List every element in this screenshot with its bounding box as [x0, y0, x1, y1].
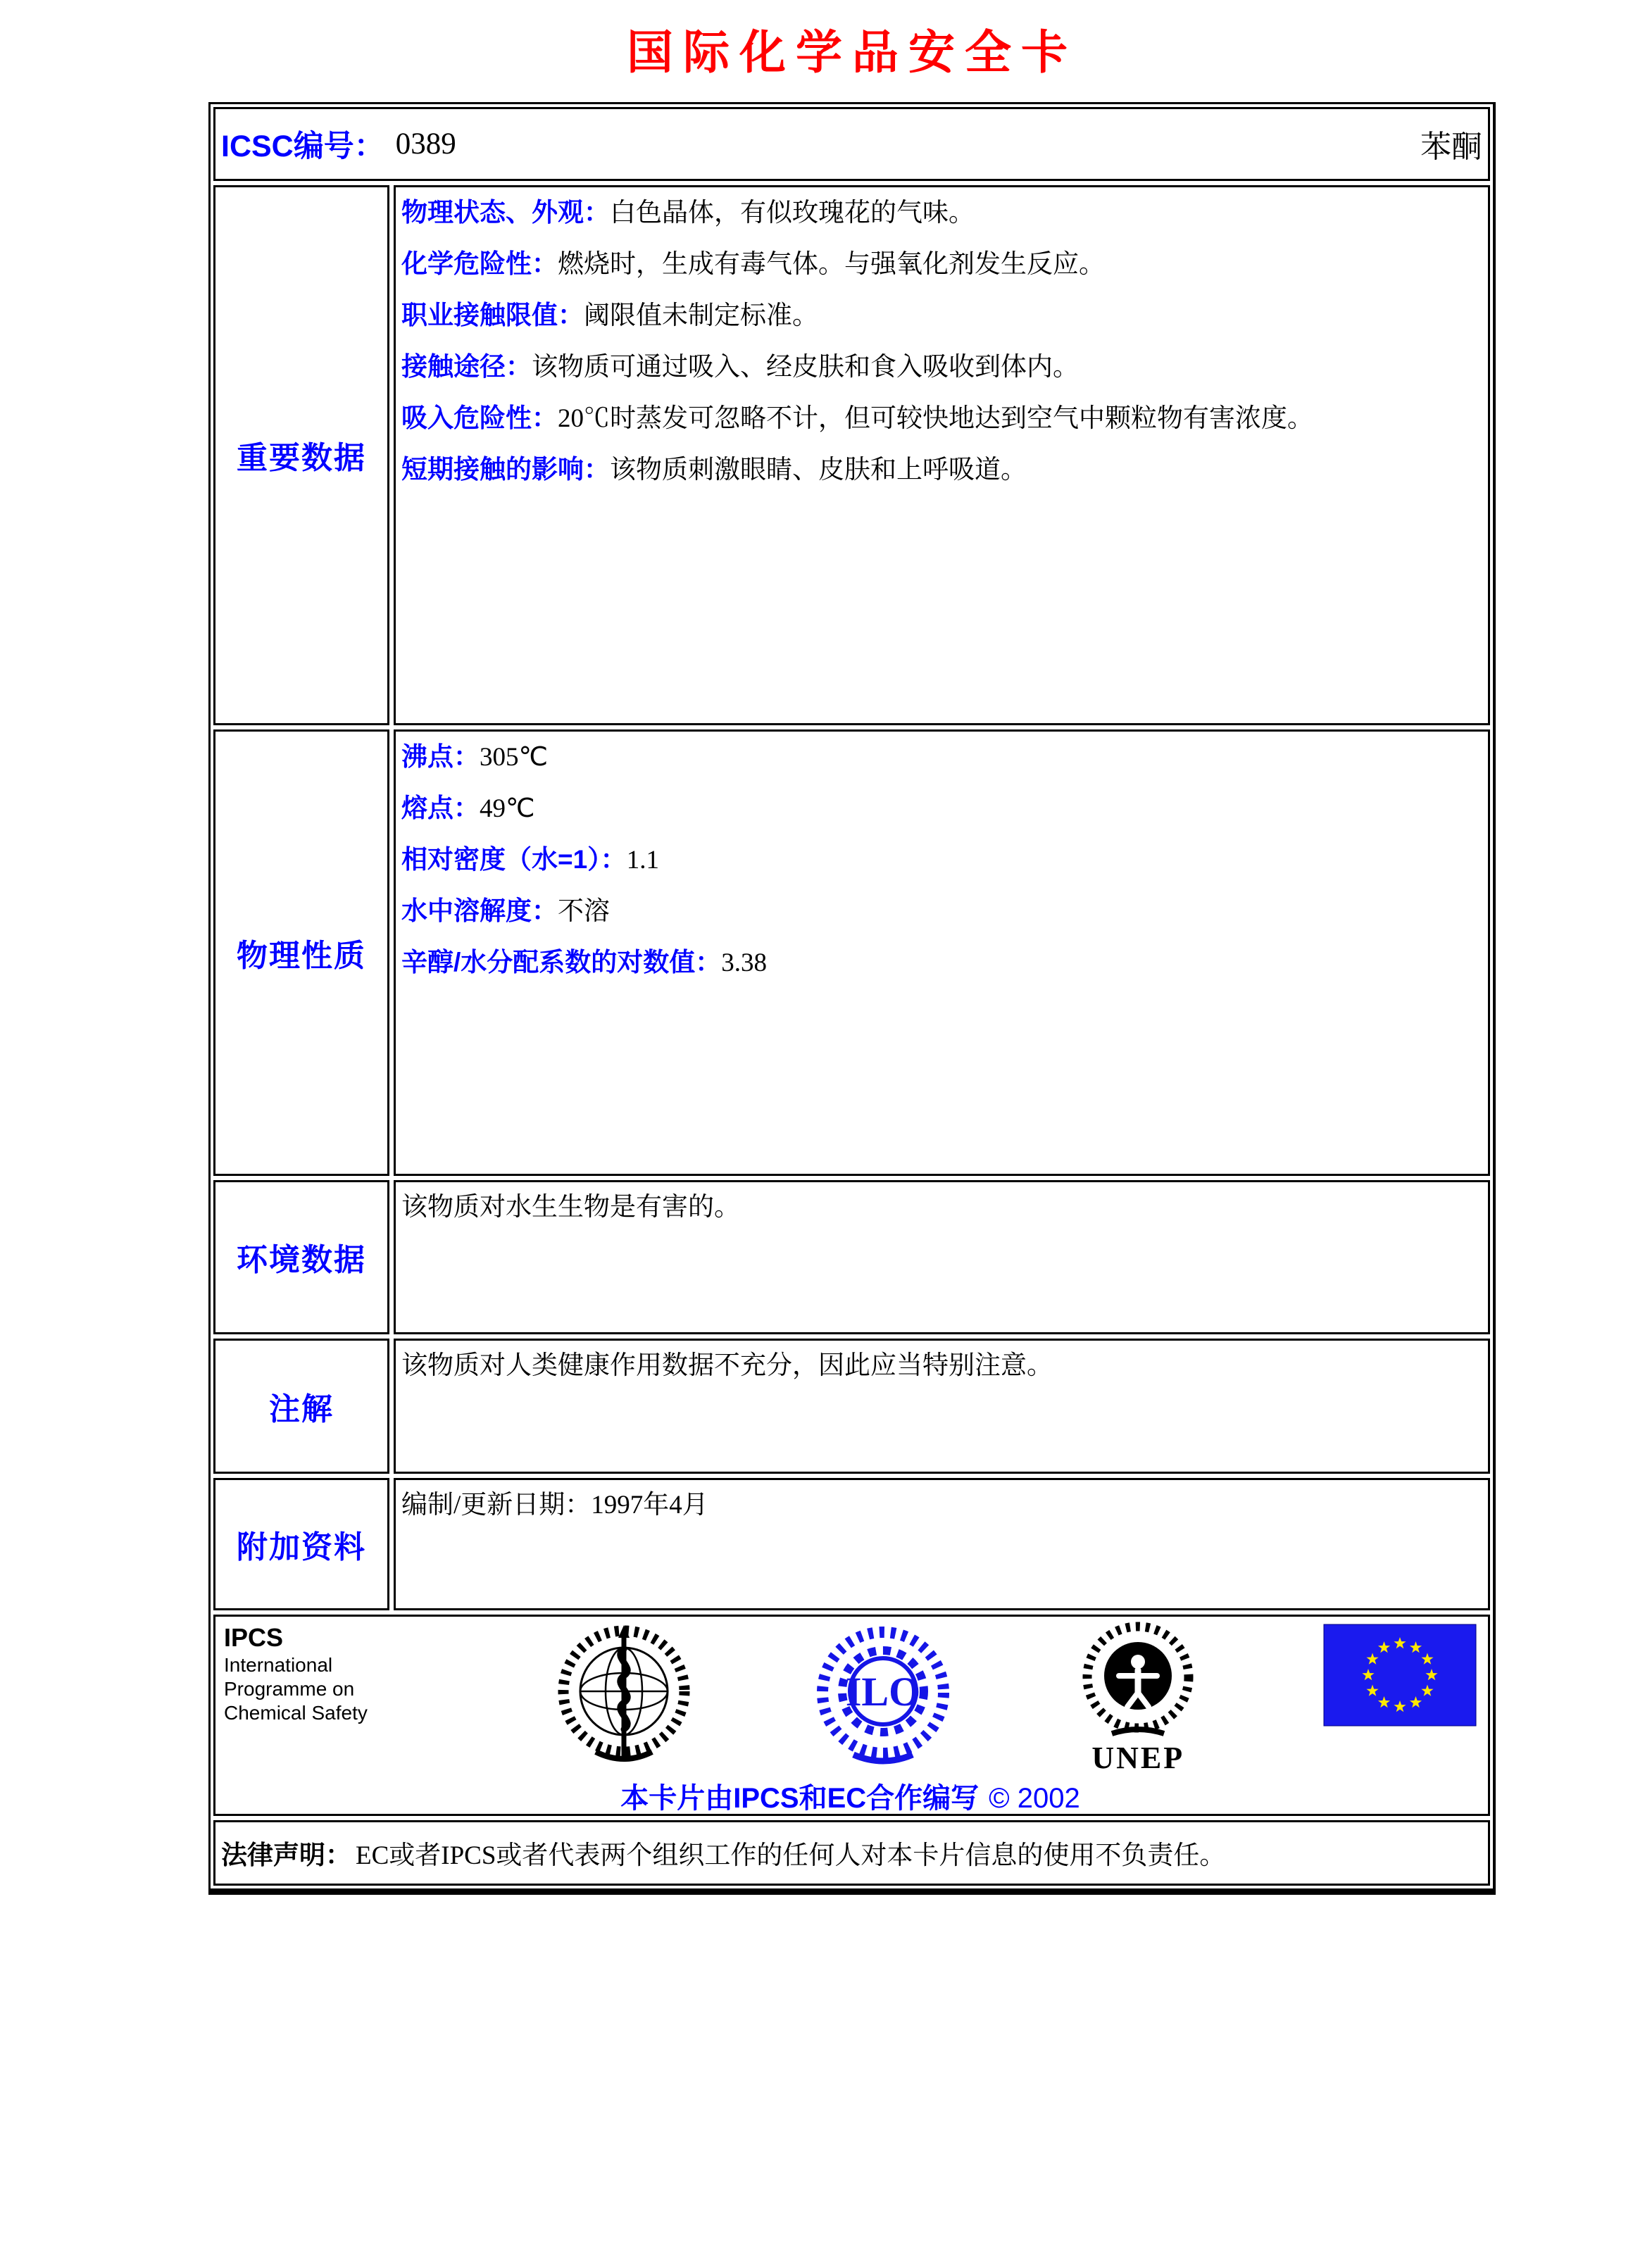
cooperation-caption [224, 1776, 1477, 1816]
important-data-content-cell [394, 185, 1490, 725]
section-label: 环境数据 [237, 1243, 366, 1278]
entry-key: 吸入危险性： [401, 403, 558, 432]
entry-text: 该物质对水生生物是有害的。 [401, 1192, 740, 1222]
entry-note [401, 1341, 1481, 1391]
entry-text: 20℃时蒸发可忽略不计，但可较快地达到空气中颗粒物有害浓度。 [558, 403, 1313, 433]
entry-relative-density [401, 834, 1481, 886]
entry-key: 物理状态、外观： [401, 197, 610, 227]
additional-info-content-cell [394, 1478, 1490, 1610]
ilo-letters: ILO [845, 1668, 920, 1715]
legal-text: EC或者IPCS或者代表两个组织工作的任何人对本卡片信息的使用不负责任。 [356, 1841, 1226, 1871]
environmental-data-content-cell [394, 1180, 1490, 1334]
entry-text: 燃烧时，生成有毒气体。与强氧化剂发生反应。 [558, 249, 1105, 279]
important-data-label-cell [213, 185, 389, 725]
entry-key: 化学危险性： [401, 249, 558, 278]
header-cell [213, 107, 1490, 181]
entry-environmental [401, 1182, 1481, 1233]
unep-logo-icon [1071, 1621, 1205, 1744]
notes-row [213, 1339, 1490, 1474]
eu-flag-icon [1323, 1624, 1477, 1727]
logo-strip [224, 1621, 1477, 1776]
entry-text: 不溶 [558, 896, 610, 926]
entry-physical-state [401, 187, 1481, 239]
entry-key: 熔点： [401, 793, 480, 822]
entry-logp [401, 937, 1481, 989]
entry-key: 辛醇/水分配系数的对数值： [401, 947, 722, 977]
section-label: 物理性质 [237, 938, 366, 973]
chemical-name: 苯酮 [1420, 130, 1482, 165]
unep-word: UNEP [1091, 1740, 1185, 1775]
entry-text: 该物质对人类健康作用数据不充分，因此应当特别注意。 [401, 1351, 1053, 1380]
section-label: 重要数据 [237, 441, 366, 476]
notes-label-cell [213, 1339, 389, 1474]
icsc-number-value: 0389 [395, 127, 456, 161]
entry-key: 职业接触限值： [401, 300, 584, 330]
environmental-data-row [213, 1180, 1490, 1334]
caption-text: 本卡片由IPCS和EC合作编写 [620, 1782, 980, 1814]
header-row [213, 107, 1490, 181]
entry-key: 沸点： [401, 741, 480, 771]
entry-text: 1.1 [626, 845, 659, 875]
entry-melting-point [401, 783, 1481, 834]
entry-text: 编制/更新日期：1997年4月 [401, 1490, 708, 1520]
entry-key: 水中溶解度： [401, 896, 558, 925]
entry-boiling-point [401, 732, 1481, 783]
physical-properties-content-cell [394, 729, 1490, 1176]
entry-text: 该物质刺激眼睛、皮肤和上呼吸道。 [610, 455, 1027, 484]
logos-cell [213, 1615, 1490, 1816]
entry-occupational-limit [401, 290, 1481, 342]
entry-text: 3.38 [721, 948, 768, 977]
ipcs-line: Programme on [224, 1677, 355, 1700]
section-label: 注解 [269, 1391, 334, 1427]
ilo-logo-icon [813, 1621, 953, 1772]
entry-update-date [401, 1480, 1481, 1531]
additional-info-label-cell [213, 1478, 389, 1610]
who-logo-icon [553, 1621, 694, 1772]
legal-label: 法律声明： [221, 1841, 351, 1870]
physical-properties-label-cell [213, 729, 389, 1176]
legal-cell [213, 1820, 1490, 1886]
physical-properties-row [213, 729, 1490, 1176]
entry-text: 49℃ [480, 794, 535, 823]
entry-text: 白色晶体，有似玫瑰花的气味。 [610, 198, 975, 227]
ipcs-title: IPCS [224, 1622, 284, 1652]
entry-text: 305℃ [480, 742, 549, 772]
entry-text: 阈限值未制定标准。 [584, 301, 818, 330]
entry-short-term-effects [401, 444, 1481, 496]
caption-copyright: © 2002 [989, 1782, 1080, 1814]
icsc-number-label: ICSC编号： [221, 129, 384, 163]
ipcs-line: International [224, 1653, 333, 1676]
entry-chemical-danger [401, 239, 1481, 290]
entry-text: 该物质可通过吸入、经皮肤和食入吸收到体内。 [532, 352, 1079, 382]
notes-content-cell [394, 1339, 1490, 1474]
entry-key: 相对密度（水=1）： [401, 844, 627, 874]
entry-water-solubility [401, 886, 1481, 937]
section-label: 附加资料 [237, 1529, 366, 1565]
entry-inhalation-risk [401, 393, 1481, 444]
ipcs-text-block [224, 1621, 435, 1725]
unep-logo-block [1071, 1621, 1205, 1776]
logos-row [213, 1615, 1490, 1816]
entry-key: 短期接触的影响： [401, 454, 610, 484]
icsc-card-page [208, 28, 1496, 1895]
additional-info-row [213, 1478, 1490, 1610]
entry-key: 接触途径： [401, 351, 532, 381]
page-title: 国际化学品安全卡 [627, 27, 1077, 79]
icsc-card-table [208, 102, 1496, 1895]
legal-row [213, 1820, 1490, 1886]
environmental-data-label-cell [213, 1180, 389, 1334]
important-data-row [213, 185, 1490, 725]
entry-exposure-routes [401, 342, 1481, 393]
ipcs-line: Chemical Safety [224, 1701, 368, 1724]
